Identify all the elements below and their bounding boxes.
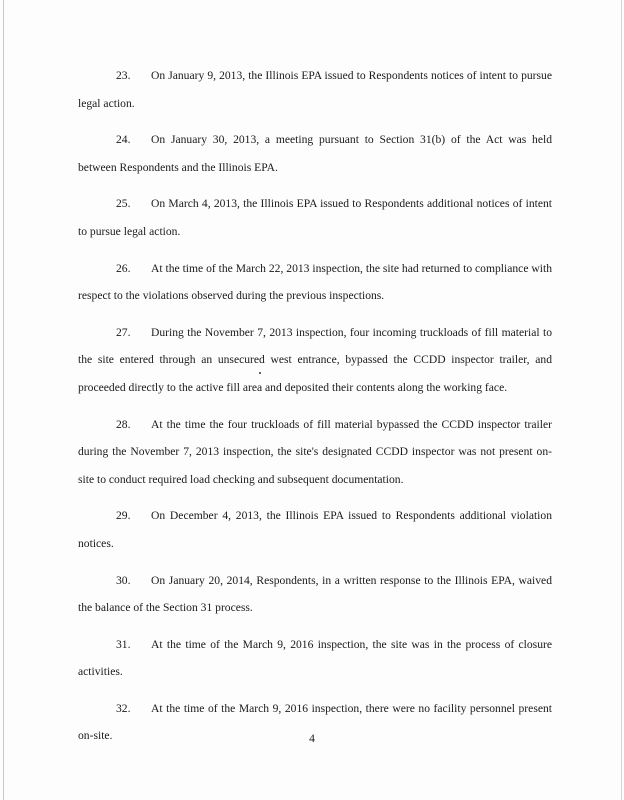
paragraph-number: 29. [116,509,131,523]
scan-edge-right [621,0,622,800]
paragraph-number: 32. [116,701,131,715]
paragraph-23 [78,62,552,117]
paragraph-number: 30. [116,573,131,587]
paragraph-number: 23. [116,69,131,82]
paragraph-text: On March 4, 2013, the Illinois EPA issued to Respondents additional notices of intent to pursue legal action. [78,197,552,238]
document-body [78,62,552,759]
paragraph-29 [78,502,552,557]
paragraph-24 [78,126,552,181]
paragraph-number: 24. [116,133,131,147]
paragraph-number: 27. [116,325,131,339]
paragraph-text: On January 20, 2014, Respondents, in a written response to the Illinois EPA, waived the balance of the Section 31 process. [78,573,552,615]
paragraph-30 [78,567,552,622]
paragraph-number: 28. [116,417,131,431]
scan-speck [259,372,261,374]
paragraph-text: At the time the four truckloads of fill material bypassed the CCDD inspector trailer during the November 7, 2013 inspection, the site's designated CCDD inspector was not present on-site to conduct required load checking and subsequent documentation. [78,417,552,486]
paragraph-25 [78,190,552,245]
paragraph-number: 25. [116,197,131,211]
page-number: 4 [309,732,315,745]
paragraph-31 [78,631,552,686]
paragraph-28 [78,411,552,494]
paragraph-text: During the November 7, 2013 inspection, four incoming truckloads of fill material to the site entered through an unsecured west entrance, bypassed the CCDD inspector trailer, and proceeded directly to the active fill area and deposited their contents along the working face. [78,325,552,394]
paragraph-number: 31. [116,637,131,651]
scan-edge-left [3,0,4,800]
paragraph-text: On January 9, 2013, the Illinois EPA issued to Respondents notices of intent to pursue legal action. [78,69,552,110]
paragraph-text: On January 30, 2013, a meeting pursuant to Section 31(b) of the Act was held between Respondents and the Illinois EPA. [78,133,552,174]
paragraph-text: At the time of the March 9, 2016 inspection, the site was in the process of closure activities. [78,637,552,679]
paragraph-text: At the time of the March 9, 2016 inspection, there were no facility personnel present on-site. [78,701,552,743]
paragraph-26 [78,255,552,310]
paragraph-text: At the time of the March 22, 2013 inspection, the site had returned to compliance with respect to the violations observed during the previous inspections. [78,261,552,303]
paragraph-27 [78,319,552,402]
paragraph-number: 26. [116,261,131,275]
paragraph-text: On December 4, 2013, the Illinois EPA issued to Respondents additional violation notices. [78,509,552,550]
